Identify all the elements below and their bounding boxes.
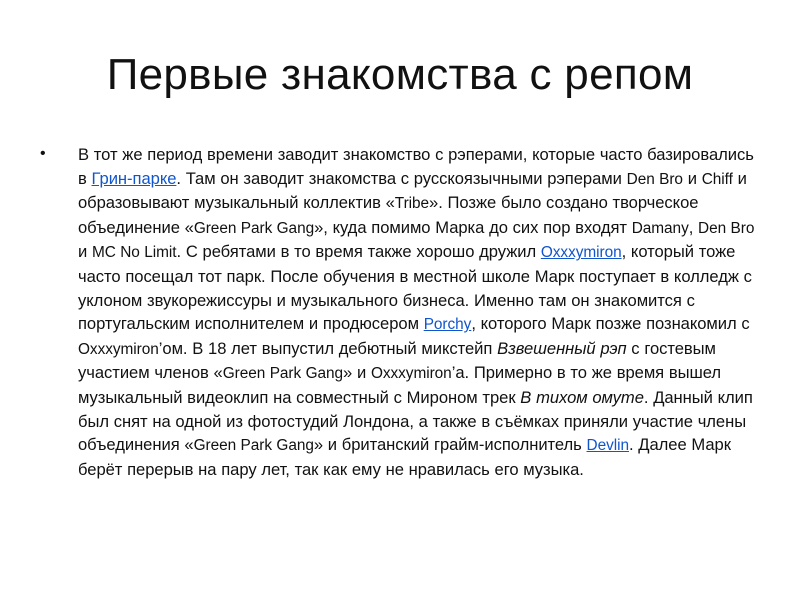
paragraph-text: и (682, 168, 702, 188)
paragraph-text: Green Park Gang (193, 219, 315, 237)
paragraph-text: Tribe (394, 195, 430, 213)
paragraph-text: , которого Марк позже познакомил с (471, 314, 750, 334)
paragraph-text: Green Park Gang (222, 365, 344, 383)
paragraph-text: , (688, 217, 699, 237)
slide-content (40, 143, 756, 481)
link-грин-парке[interactable]: Грин-парке (91, 168, 177, 188)
paragraph-text: ’а. Примерно в то же время вышел музыкальный видеоклип на совместный с Мироном трек (78, 363, 722, 407)
paragraph-text: . Данный клип был снят на одной из фотостудий Лондона, а также в съёмках приняли участие члены объединения « (78, 387, 753, 455)
paragraph-text: ’ом. В 18 лет выпустил дебютный микстейп (158, 338, 498, 358)
paragraph-text: и образовывают музыкальный коллектив « (78, 168, 747, 213)
italic-text: В тихом омуте (520, 387, 644, 407)
paragraph-text: и (78, 242, 92, 262)
paragraph-text: Chiff (701, 170, 733, 188)
paragraph-text: В тот же период времени заводит знакомство с рэперами, которые часто базировались в (78, 145, 754, 188)
body-paragraph (78, 143, 756, 481)
paragraph-text: Oxxxymiron (78, 340, 159, 358)
link-oxxxymiron[interactable]: Oxxxymiron (540, 244, 622, 262)
paragraph-text: MC No Limit (91, 244, 177, 262)
paragraph-text: », куда помимо Марка до сих пор входят (314, 217, 632, 237)
link-devlin[interactable]: Devlin (586, 437, 629, 455)
paragraph-text: . Там он заводит знакомства с русскоязычными рэперами (176, 168, 627, 188)
paragraph-text: Den Bro (698, 219, 755, 237)
paragraph-text: Damany (631, 219, 689, 237)
paragraph-text: » и британский грайм-исполнитель (313, 435, 587, 455)
paragraph-text: , который тоже часто посещал тот парк. После обучения в местной школе Марк поступает в колледж с уклоном звукорежиссуры и музыкального бизнеса. Именно там он знакомится с португальским исполнителем и продюсером (78, 242, 752, 334)
paragraph-text: . Далее Марк берёт перерыв на пару лет, так как ему не нравилась его музыка. (78, 435, 731, 479)
slide-title: Первые знакомства с репом (106, 50, 694, 99)
paragraph-text: Oxxxymiron (370, 365, 452, 383)
link-porchy[interactable]: Porchy (423, 316, 472, 334)
paragraph-text: Den Bro (626, 170, 683, 188)
paragraph-text: с гостевым участием членов « (78, 338, 716, 383)
bullet-marker: • (40, 145, 46, 162)
italic-text: Взвешенный рэп (497, 338, 627, 358)
paragraph-text: ». Позже было создано творческое объединение « (78, 193, 699, 237)
paragraph-text: . С ребятами в то время также хорошо дружил (176, 242, 541, 262)
paragraph-text: » и (343, 363, 371, 383)
paragraph-text: Green Park Gang (193, 437, 314, 455)
